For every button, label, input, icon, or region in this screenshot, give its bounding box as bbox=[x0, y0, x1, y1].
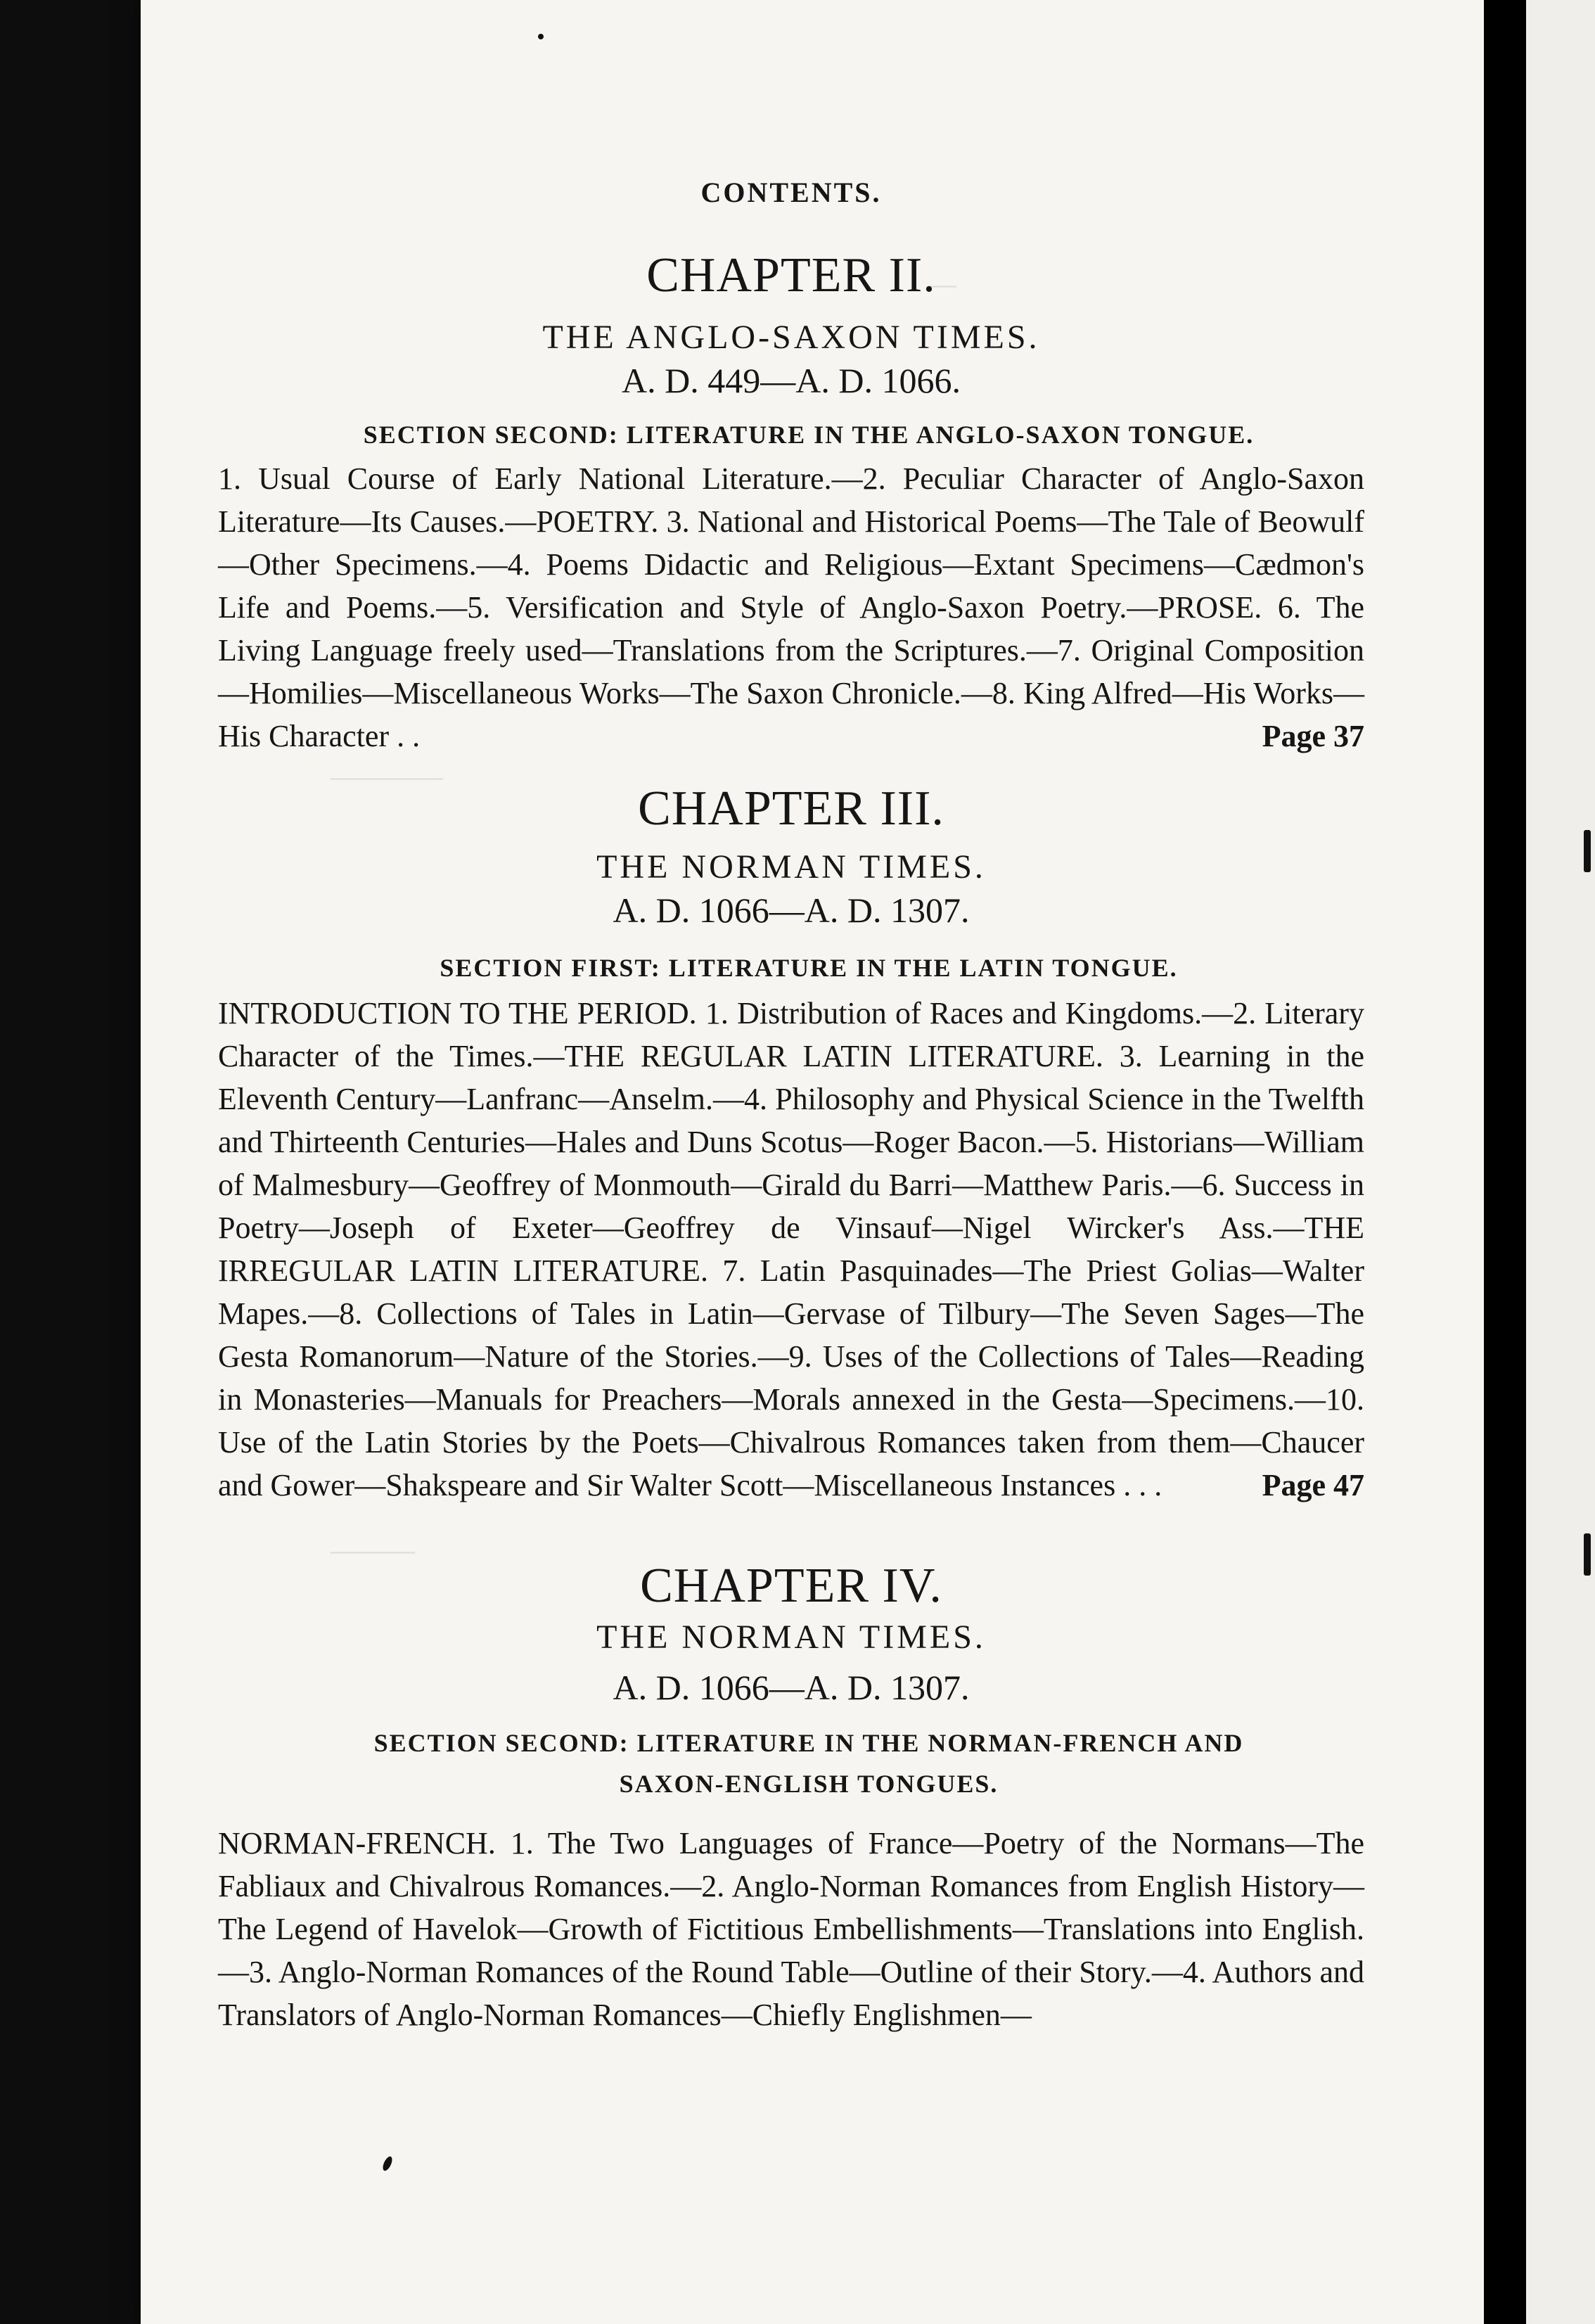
contents-page bbox=[218, 0, 1364, 2324]
chapter-title: CHAPTER II. bbox=[646, 248, 936, 302]
chapter-summary bbox=[218, 1822, 1364, 2036]
section-heading: SECTION SECOND: LITERATURE IN THE ANGLO-SAXON TONGUE. bbox=[363, 421, 1255, 449]
section-heading: SECTION FIRST: LITERATURE IN THE LATIN TONGUE. bbox=[440, 954, 1178, 982]
summary-text: 1. Usual Course of Early National Literature.—2. Peculiar Character of Anglo-Saxon Literature—Its Causes.—POETRY. 3. National and Historical Poems—The Tale of Beowulf—Other Specimens.—4. Poems Didactic and Religious—Extant Specimens—Cædmon's Life and Poems.—5. Versification and Style of Anglo-Saxon Poetry.—PROSE. 6. The Living Language freely used—Translations from the Scriptures.—7. Original Composition—Homilies—Miscellaneous Works—The Saxon Chronicle.—8. King Alfred—His Works—His Character . . bbox=[218, 461, 1364, 753]
running-head: CONTENTS. bbox=[700, 177, 882, 208]
period-title: THE NORMAN TIMES. bbox=[596, 848, 986, 886]
date-range: A. D. 1066—A. D. 1307. bbox=[613, 1668, 970, 1707]
chapter-summary bbox=[218, 457, 1364, 758]
facing-page-edge bbox=[1526, 0, 1595, 2324]
show-through-text: ——— bbox=[331, 1534, 415, 1566]
chapter-title: CHAPTER III. bbox=[638, 781, 944, 836]
show-through-text: — bbox=[928, 268, 956, 300]
page-gutter bbox=[1484, 0, 1526, 2324]
ink-speck bbox=[1584, 830, 1591, 872]
chapter-summary bbox=[218, 992, 1364, 1507]
chapter-title: CHAPTER IV. bbox=[640, 1559, 942, 1613]
section-heading: SECTION SECOND: LITERATURE IN THE NORMAN-FRENCH AND SAXON-ENGLISH TONGUES. bbox=[373, 1729, 1244, 1798]
date-range: A. D. 1066—A. D. 1307. bbox=[613, 890, 970, 930]
ink-speck bbox=[1584, 1533, 1591, 1576]
period-title: THE NORMAN TIMES. bbox=[596, 1618, 986, 1656]
page-reference: Page 47 bbox=[1262, 1468, 1364, 1502]
page-reference: Page 37 bbox=[1262, 719, 1364, 753]
summary-text: INTRODUCTION TO THE PERIOD. 1. Distribution of Races and Kingdoms.—2. Literary Character of the Times.—THE REGULAR LATIN LITERATURE. 3. Learning in the Eleventh Century—Lanfranc—Anselm.—4. Philosophy and Physical Science in the Twelfth and Thirteenth Centuries—Hales and Duns Scotus—Roger Bacon.—5. Historians—William of Malmesbury—Geoffrey of Monmouth—Girald du Barri—Matthew Paris.—6. Success in Poetry—Joseph of Exeter—Geoffrey de Vinsauf—Nigel Wircker's Ass.—THE IRREGULAR LATIN LITERATURE. 7. Latin Pasquinades—The Priest Golias—Walter Mapes.—8. Collections of Tales in Latin—Gervase of Tilbury—The Seven Sages—The Gesta Romanorum—Nature of the Stories.—9. Uses of the Collections of Tales—Reading in Monasteries—Manuals for Preachers—Morals annexed in the Gesta—Specimens.—10. Use of the Latin Stories by the Poets—Chivalrous Romances taken from them—Chaucer and Gower—Shakspeare and Sir Walter Scott—Miscellaneous Instances . . . bbox=[218, 996, 1364, 1502]
period-title: THE ANGLO-SAXON TIMES. bbox=[542, 319, 1040, 356]
show-through-text: ———— bbox=[331, 760, 443, 792]
summary-text: NORMAN-FRENCH. 1. The Two Languages of France—Poetry of the Normans—The Fabliaux and Chivalrous Romances.—2. Anglo-Norman Romances from English History—The Legend of Havelok—Growth of Fictitious Embellishments—Translations into English.—3. Anglo-Norman Romances of the Round Table—Outline of their Story.—4. Authors and Translators of Anglo-Norman Romances—Chiefly Englishmen— bbox=[218, 1826, 1364, 2032]
date-range: A. D. 449—A. D. 1066. bbox=[622, 361, 961, 400]
